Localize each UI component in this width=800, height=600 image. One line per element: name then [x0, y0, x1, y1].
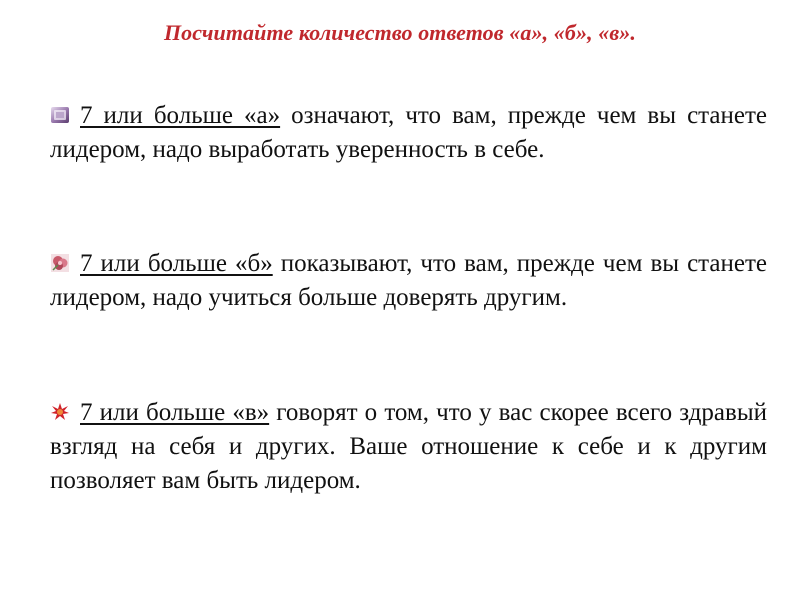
list-item-b — [50, 247, 767, 315]
flower-bullet-icon — [50, 253, 70, 273]
star-burst-icon — [50, 402, 70, 422]
item-v-text: говорят о том, что у вас скорее всего здравый взгляд на себя и других. Ваше отношение к себе и к другим позволяет вам быть лидером. — [50, 399, 767, 494]
item-a-text: означают, что вам, прежде чем вы станете лидером, надо выработать уверенность в себе. — [50, 102, 767, 163]
item-a-lead: 7 или больше «а» — [80, 102, 281, 129]
list-item-a — [50, 99, 767, 167]
gem-square-icon — [50, 105, 70, 125]
slide-title: Посчитайте количество ответов «а», «б», «в». — [163, 20, 637, 45]
list-item-v — [50, 396, 767, 498]
item-b-text: показывают, что вам, прежде чем вы станете лидером, надо учиться больше доверять другим. — [50, 250, 768, 311]
item-b-lead: 7 или больше «б» — [80, 250, 273, 277]
item-v-lead: 7 или больше «в» — [80, 399, 270, 426]
